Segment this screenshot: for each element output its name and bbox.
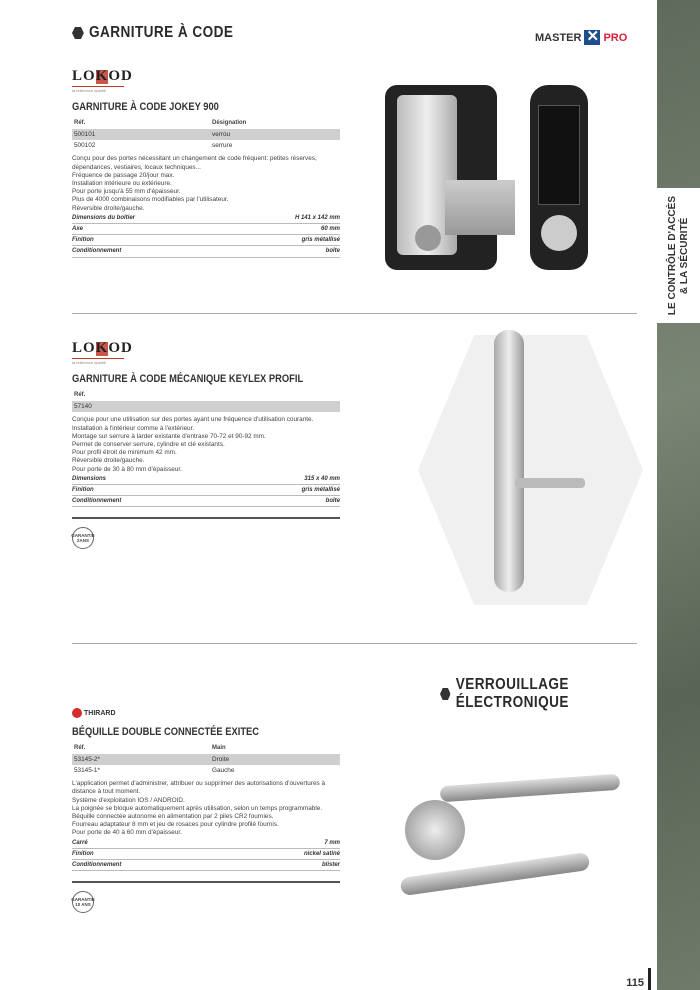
page-number: 115 (626, 976, 651, 990)
thirard-logo: THIRARD (72, 708, 340, 718)
table-row: 53145-1* Gauche (74, 766, 235, 774)
hexagon-icon (72, 27, 84, 39)
section-heading-verrouillage: VERROUILLAGE ÉLECTRONIQUE (440, 676, 661, 712)
product-exitec: THIRARD BÉQUILLE DOUBLE CONNECTÉE EXITEC Réf. Main 53145-2* Droite 53145-1* Gauche L'application permet d'administrer, attribuer ou supprimer des autorisations d'ouvertures à distance à tout moment. Système d'exploitation IOS / ANDROID. La poignée se bloque automatiquement après utilisation, selon un temps programmable. Béquille connectée autonome en alimentation par 2 piles CR2 fournies. Fourreau adaptateur 8 mm et jeu de rosaces pour cylindre profilé fournis. Pour porte de 40 à 60 mm d'épaisseur. Carré 7 mm Finition nickel satiné Conditionnement blister GARANTIE 10 ANS (72, 708, 340, 913)
table-row: 57140 (72, 401, 340, 412)
hexagon-icon (440, 688, 451, 700)
divider (72, 643, 637, 644)
masterpro-x-icon: ✕ (586, 28, 600, 45)
side-strip (657, 0, 700, 990)
lokod-logo: LOKOD (72, 68, 133, 84)
table-row: 500101 verrou (72, 129, 340, 140)
jokey-keypad-image (530, 85, 588, 270)
product-keylex-profil: LOKOD la référence qualité GARNITURE À CODE MÉCANIQUE KEYLEX PROFIL Réf. 57140 Conçue pour une utilisation sur des portes ayant une fréquence d'utilisation courante. Installation à l'intérieur comme à l'extérieur. Montage sur serrure à larder existante d'entraxe 70-72 et 90-92 mm. Permet de conserver serrure, cylindre et clé existants. Pour profil étroit de minimum 42 mm. Réversible droite/gauche. Pour porte de 30 à 80 mm d'épaisseur. Dimensions 315 x 40 mm Finition gris métallisé Conditionnement boîte GARANTIE 2ANS (72, 340, 340, 549)
product-title: GARNITURE À CODE MÉCANIQUE KEYLEX PROFIL (72, 373, 304, 386)
product-title: BÉQUILLE DOUBLE CONNECTÉE EXITEC (72, 726, 260, 738)
table-row: 500102 serrure (74, 141, 233, 149)
thirard-icon (72, 708, 82, 718)
chapter-tab: LE CONTRÔLE D'ACCÈS & LA SÉCURITÉ (657, 188, 700, 323)
keylex-handle (515, 478, 585, 488)
product-title: GARNITURE À CODE JOKEY 900 (72, 101, 219, 114)
jokey-lock-side-image (385, 85, 497, 270)
divider (72, 313, 637, 314)
warranty-badge: GARANTIE 10 ANS (72, 891, 94, 913)
warranty-badge: GARANTIE 2ANS (72, 527, 94, 549)
table-row: 53145-2* Droite (72, 754, 340, 765)
masterpro-logo: MASTER ✕ PRO (535, 28, 628, 45)
exitec-handle-image (400, 770, 630, 900)
lokod-logo: LOKOD (72, 340, 133, 356)
hexagon-background (418, 335, 643, 605)
keylex-lock-image (494, 330, 524, 592)
product-jokey-900: LOKOD la référence qualité GARNITURE À CODE JOKEY 900 Réf. Désignation 500101 verrou 500102 serrure Conçu pour des portes nécessitant un changement de code fréquent: petites réserves, dépendances, vestiaires, locaux techniques... Fréquence de passage 20/jour max. Installation intérieure ou extérieure. Pour porte jusqu'à 55 mm d'épaisseur. Plus de 4000 combinaisons modifiables par l'utilisateur. Réversible droite/gauche. Dimensions du boîtier H 141 x 142 mm Axe 60 mm Finition gris métallisé Conditionnement boîte (72, 68, 340, 258)
section-heading: GARNITURE À CODE (72, 24, 233, 42)
